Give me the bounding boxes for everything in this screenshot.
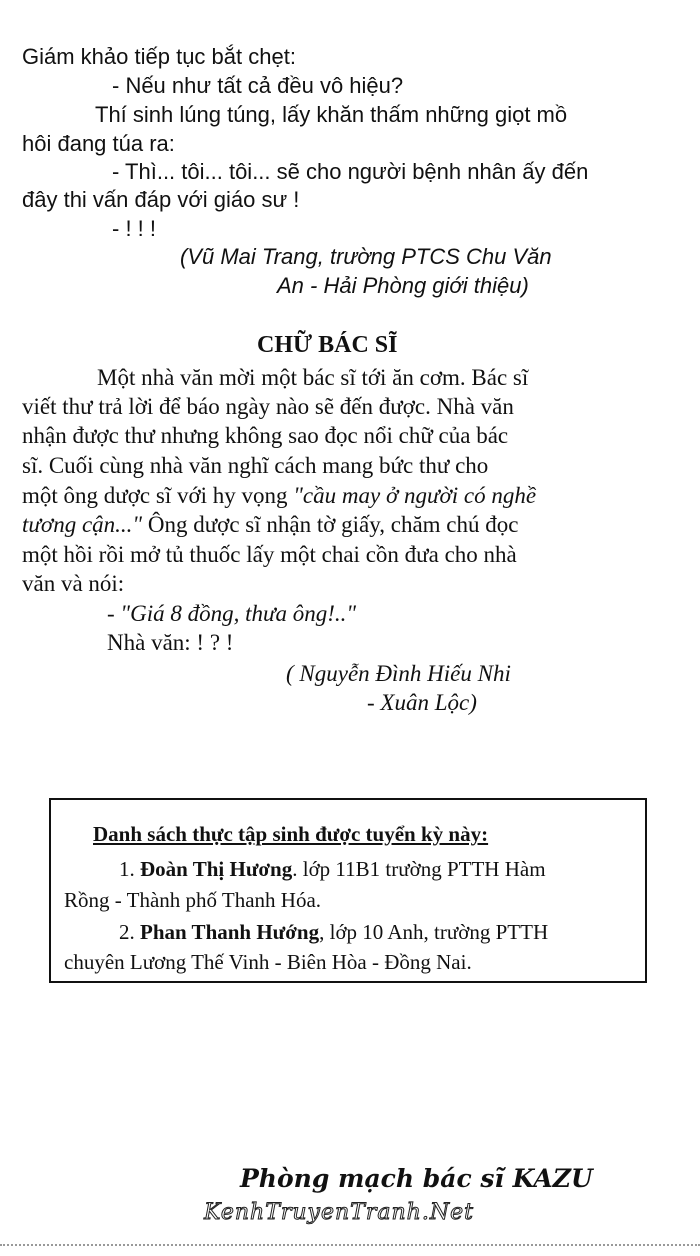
intern-item-2-cont: chuyên Lương Thế Vinh - Biên Hòa - Đồng Nai.	[64, 950, 472, 974]
story2-line-8: văn và nói:	[22, 571, 125, 596]
story2-line-4: sĩ. Cuối cùng nhà văn nghĩ cách mang bức thư cho	[22, 453, 489, 478]
story2-line-3: nhận được thư nhưng không sao đọc nổi chữ của bác	[22, 423, 509, 448]
intern-item-2	[119, 918, 548, 946]
story2-line-5	[22, 482, 536, 510]
story2-line-2: viết thư trả lời để báo ngày nào sẽ đến được. Nhà văn	[22, 394, 514, 419]
story1-line-7: - ! ! !	[112, 216, 156, 241]
intern-item-1-cont: Rồng - Thành phố Thanh Hóa.	[64, 888, 322, 912]
intern-item-1-num: 1.	[119, 857, 140, 881]
story1-line-5: - Thì... tôi... tôi... sẽ cho người bệnh nhân ấy đến	[112, 159, 589, 184]
story2-credit-1: ( Nguyễn Đình Hiếu Nhi	[286, 661, 511, 686]
story1-credit-2: An - Hải Phòng giới thiệu)	[277, 273, 529, 298]
intern-item-1-name: Đoàn Thị Hương	[140, 857, 293, 881]
story1-line-1: Giám khảo tiếp tục bắt chẹt:	[22, 44, 296, 69]
story2-line-6-rest: Ông dược sĩ nhận tờ giấy, chăm chú đọc	[142, 512, 519, 537]
intern-item-2-num: 2.	[119, 920, 140, 944]
story2-dialog	[107, 600, 356, 628]
intern-item-2-rest: , lớp 10 Anh, trường PTTH	[319, 920, 549, 944]
story2-dialog-dash: -	[107, 601, 121, 626]
story1-line-4: hôi đang túa ra:	[22, 131, 175, 156]
story2-reaction: Nhà văn: ! ? !	[107, 630, 234, 655]
story2-title: CHỮ BÁC SĨ	[257, 332, 398, 358]
watermark: KenhTruyenTranh.Net	[204, 1200, 474, 1225]
story1-credit-1: (Vũ Mai Trang, trường PTCS Chu Văn	[180, 244, 552, 269]
story2-line-7: một hồi rồi mở tủ thuốc lấy một chai cồn đưa cho nhà	[22, 542, 517, 567]
section-footer-title: Phòng mạch bác sĩ KAZU	[240, 1164, 593, 1193]
story1-line-2: - Nếu như tất cả đều vô hiệu?	[112, 73, 404, 98]
story2-credit-2: - Xuân Lộc)	[367, 690, 477, 715]
intern-list-box	[49, 798, 647, 983]
intern-item-1-rest: . lớp 11B1 trường PTTH Hàm	[292, 857, 546, 881]
story2-line-5-text: một ông dược sĩ với hy vọng	[22, 483, 294, 508]
intern-list-title: Danh sách thực tập sinh được tuyển kỳ này:	[93, 822, 489, 846]
story2-quote-1: "cầu may ở người có nghề	[293, 483, 537, 508]
story1-line-6: đây thi vấn đáp với giáo sư !	[22, 187, 300, 212]
story2-line-6	[22, 511, 518, 539]
story2-line-6-italic: tương cận..."	[22, 512, 143, 537]
intern-item-1	[119, 855, 546, 883]
intern-item-2-name: Phan Thanh Hướng	[140, 920, 320, 944]
story2-line-1: Một nhà văn mời một bác sĩ tới ăn cơm. Bác sĩ	[97, 365, 529, 390]
story1-line-3: Thí sinh lúng túng, lấy khăn thấm những giọt mồ	[95, 102, 568, 127]
story2-dialog-quote: "Giá 8 đồng, thưa ông!.."	[120, 601, 357, 626]
page-bottom-edge	[0, 1244, 700, 1250]
